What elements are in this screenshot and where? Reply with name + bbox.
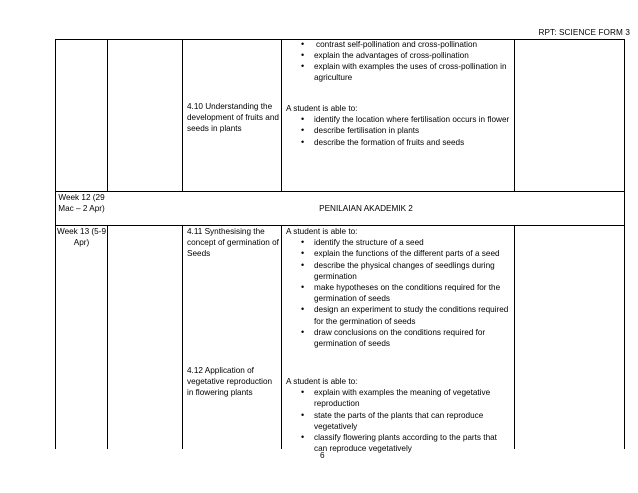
list-item (286, 114, 512, 125)
list-item (286, 61, 512, 83)
list-item-text: describe the physical changes of seedlings during germination (314, 260, 495, 281)
list-item (286, 137, 512, 148)
topic-4-11: 4.11 Synthesising the concept of germination of Seeds (187, 227, 279, 259)
list-item-text: explain with examples the meaning of vegetative reproduction (314, 388, 491, 409)
objectives-intro: A student is able to: (286, 104, 358, 113)
list-item (286, 410, 512, 432)
list-item (286, 387, 512, 409)
assessment-banner: PENILAIAN AKADEMIK 2 (319, 204, 413, 213)
list-item-text: draw conclusions on the conditions required for germination of seeds (314, 327, 486, 349)
list-item (286, 50, 512, 61)
list-item-text: describe the formation of fruits and seeds (314, 137, 465, 147)
list-item (286, 125, 512, 136)
list-item (286, 327, 512, 349)
topic-4-10: 4.10 Understanding the development of fruits and seeds in plants (187, 102, 279, 134)
list-item (286, 304, 512, 326)
block3-objectives-2 (286, 376, 512, 454)
list-item-text: describe fertilisation in plants (314, 126, 420, 136)
list-item-text: design an experiment to study the conditions required for the germination of seeds (314, 305, 509, 326)
list-item-text: explain the functions of the different parts of a seed (314, 249, 500, 259)
list-item-text: identify the location where fertilisation occurs in flower (314, 115, 510, 125)
objectives-intro: A student is able to: (286, 377, 358, 386)
week-13-label: Week 13 (5-9 Apr) (57, 227, 106, 248)
list-item-text: explain the advantages of cross-pollination (314, 51, 469, 60)
topic-4-12: 4.12 Application of vegetative reproduction in flowering plants (187, 366, 273, 398)
list-item-text: identify the structure of a seed (314, 238, 424, 248)
block3-objectives-1 (286, 226, 512, 349)
week-12-label: Week 12 (29 Mac – 2 Apr) (58, 193, 105, 214)
block1-bullets-a (286, 50, 512, 84)
list-item-text: make hypotheses on the conditions required for the germination of seeds (314, 283, 501, 304)
list-item (286, 282, 512, 304)
list-item-text: classify flowering plants according to the parts that can reproduce vegetatively (314, 433, 497, 454)
list-item (286, 39, 512, 50)
block1-objectives (286, 103, 512, 148)
list-item-text: contrast self-pollination and cross-pollination (316, 40, 478, 49)
list-item (286, 237, 512, 248)
list-item-text: state the parts of the plants that can reproduce vegetatively (314, 410, 484, 431)
page-number: 6 (320, 451, 325, 460)
block1-continuation-list (286, 39, 512, 50)
list-item (286, 260, 512, 282)
objectives-intro: A student is able to: (286, 227, 358, 236)
page-header: RPT: SCIENCE FORM 3 (538, 28, 630, 37)
list-item (286, 248, 512, 259)
list-item-text: explain with examples the uses of cross-pollination in agriculture (314, 62, 507, 83)
